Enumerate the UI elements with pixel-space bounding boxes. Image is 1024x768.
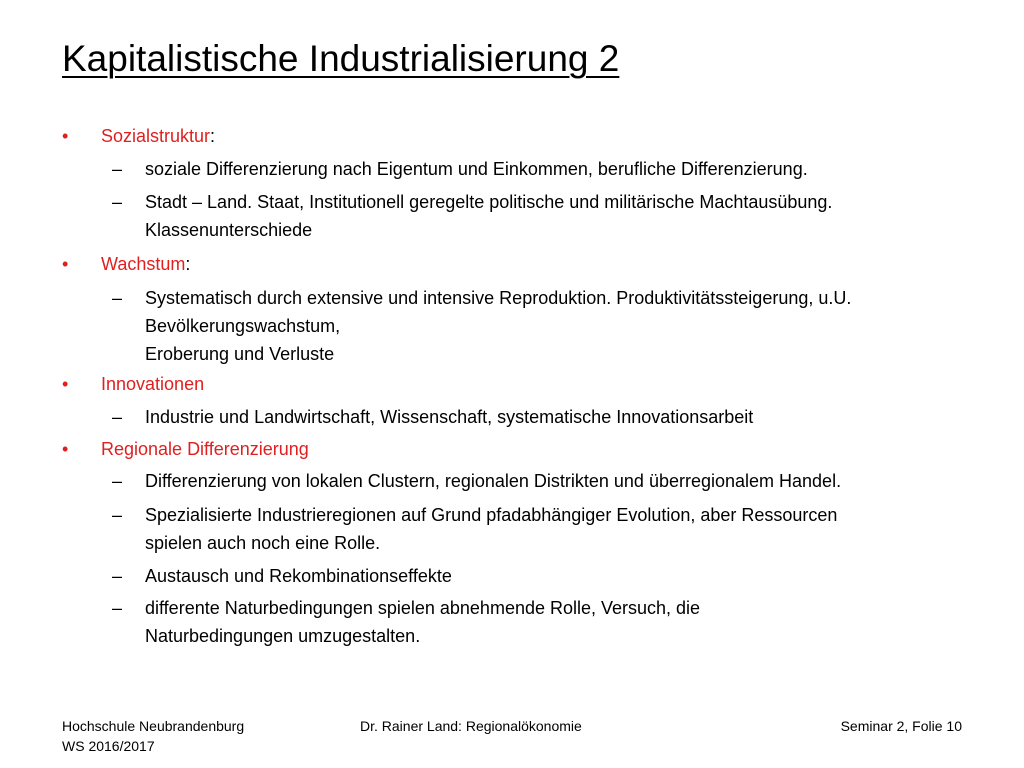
slide-title: Kapitalistische Industrialisierung 2 xyxy=(62,38,620,79)
list-item-line: Industrie und Landwirtschaft, Wissenschaft, systematische Innovationsarbeit xyxy=(145,407,754,427)
footer-institution: Hochschule Neubrandenburg xyxy=(62,718,245,734)
dash-icon: – xyxy=(112,159,123,179)
section-heading-text: Sozialstruktur xyxy=(101,126,211,146)
dash-icon: – xyxy=(112,598,123,618)
list-item xyxy=(145,403,985,431)
list-item-line: differente Naturbedingungen spielen abnehmende Rolle, Versuch, die xyxy=(145,598,701,618)
list-item-line: Systematisch durch extensive und intensive Reproduktion. Produktivitätssteigerung, u.U. xyxy=(145,288,852,308)
list-item-line: Austausch und Rekombinationseffekte xyxy=(145,566,452,586)
section-heading xyxy=(101,435,309,463)
section-heading-text: Innovationen xyxy=(101,374,205,394)
footer-center xyxy=(360,716,582,736)
bullet-icon: • xyxy=(62,126,69,146)
section-heading-text: Regionale Differenzierung xyxy=(101,439,309,459)
dash-icon: – xyxy=(112,566,123,586)
bullet-icon: • xyxy=(62,374,69,394)
section-heading-suffix: : xyxy=(185,254,191,274)
dash-icon: – xyxy=(112,192,123,212)
list-item xyxy=(145,284,985,368)
section-heading-suffix: : xyxy=(210,126,216,146)
list-item-line: Differenzierung von lokalen Clustern, regionalen Distrikten und überregionalem Handel. xyxy=(145,471,842,491)
list-item xyxy=(145,562,985,590)
section-heading xyxy=(101,370,204,398)
list-item-line: Eroberung und Verluste xyxy=(145,344,335,364)
list-item xyxy=(145,155,985,183)
footer-left xyxy=(62,716,244,756)
list-item xyxy=(145,188,985,244)
bullet-icon: • xyxy=(62,439,69,459)
footer-author-course: Dr. Rainer Land: Regionalökonomie xyxy=(360,718,582,734)
list-item-line: Stadt – Land. Staat, Institutionell geregelte politische und militärische Machtausübung. xyxy=(145,192,833,212)
list-item-line: soziale Differenzierung nach Eigentum und Einkommen, berufliche Differenzierung. xyxy=(145,159,808,179)
section-heading xyxy=(101,122,215,150)
dash-icon: – xyxy=(112,471,123,491)
list-item-line: spielen auch noch eine Rolle. xyxy=(145,533,381,553)
section-heading xyxy=(101,250,190,278)
list-item xyxy=(145,501,985,557)
list-item xyxy=(145,594,985,650)
list-item xyxy=(145,467,985,495)
list-item-line: Bevölkerungswachstum, xyxy=(145,316,341,336)
dash-icon: – xyxy=(112,407,123,427)
footer-page-number: Seminar 2, Folie 10 xyxy=(840,718,962,734)
bullet-icon: • xyxy=(62,254,69,274)
list-item-line: Spezialisierte Industrieregionen auf Grund pfadabhängiger Evolution, aber Ressourcen xyxy=(145,505,838,525)
section-heading-text: Wachstum xyxy=(101,254,186,274)
dash-icon: – xyxy=(112,505,123,525)
dash-icon: – xyxy=(112,288,123,308)
footer-right xyxy=(841,716,962,736)
list-item-line: Klassenunterschiede xyxy=(145,220,313,240)
list-item-line: Naturbedingungen umzugestalten. xyxy=(145,626,421,646)
footer-semester: WS 2016/2017 xyxy=(62,738,155,754)
